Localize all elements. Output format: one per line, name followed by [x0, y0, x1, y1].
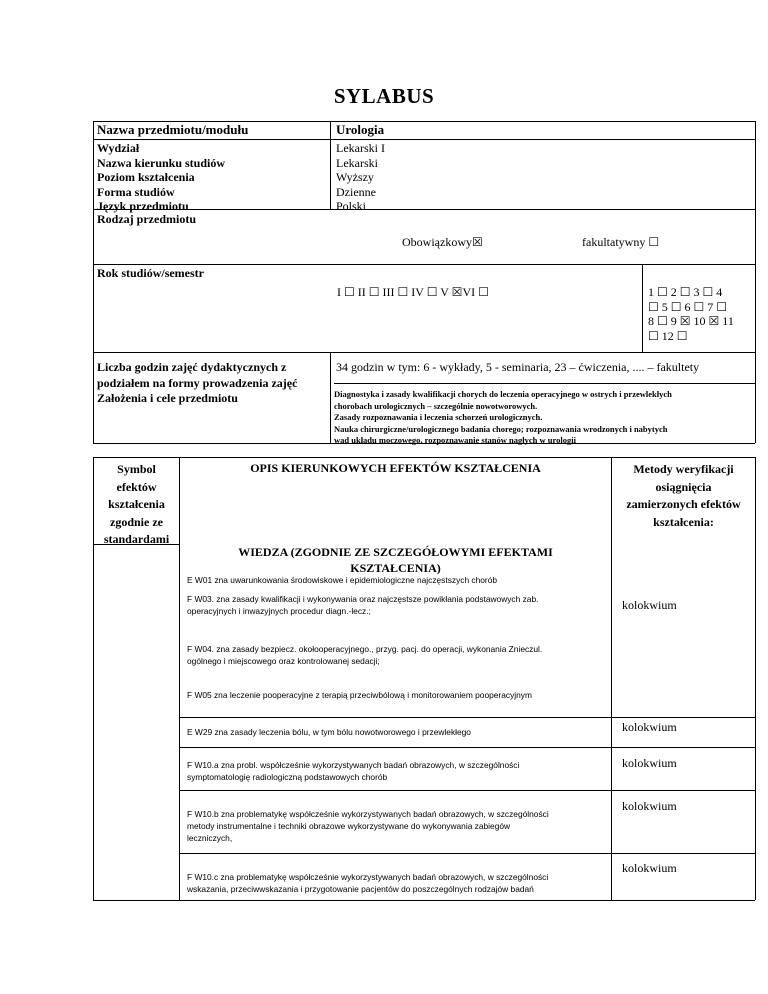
- effect-line: F W10.c zna problematykę współcześnie wykorzystywanych badań obrazowych, w szczególności: [187, 872, 549, 882]
- language-label: Język przedmiotu: [97, 199, 189, 213]
- semester-checkboxes-line-3[interactable]: 8 ☐ 9 ☒ 10 ☒ 11: [648, 314, 734, 328]
- hours-label-line-1: Liczba godzin zajęć dydaktycznych z: [97, 360, 287, 374]
- table-divider: [334, 383, 755, 384]
- table-divider: [93, 264, 755, 265]
- effect-line: leczniczych,: [187, 833, 233, 843]
- language-value: Polski: [336, 199, 367, 213]
- methods-column-header: [612, 461, 755, 531]
- table-border-left: [93, 121, 94, 443]
- page-title: SYLABUS: [333, 84, 435, 108]
- table-border-bottom: [93, 900, 755, 901]
- effect-E-W01: [187, 574, 497, 586]
- semester-checkboxes-line-1[interactable]: 1 ☐ 2 ☐ 3 ☐ 4: [648, 285, 723, 299]
- header-line: zamierzonych efektów: [626, 497, 741, 511]
- knowledge-section-heading: [180, 544, 611, 576]
- effect-line: symptomatologię radiologiczną podstawowych chorób: [187, 772, 388, 782]
- table-divider: [179, 790, 755, 791]
- effect-F-W10b: [187, 808, 549, 844]
- hours-label-line-2: podziałem na formy prowadzenia zajęć: [97, 376, 298, 390]
- effect-line: E W01 zna uwarunkowania środowiskowe i epidemiologiczne najczęstszych chorób: [187, 575, 498, 585]
- study-form-value: Dzienne: [336, 184, 376, 199]
- table-divider: [179, 747, 755, 748]
- semester-checkboxes-line-2[interactable]: ☐ 5 ☐ 6 ☐ 7 ☐: [648, 299, 728, 314]
- table-divider: [93, 139, 755, 140]
- header-line: zgodnie ze: [110, 514, 163, 529]
- field-of-study-label: Nazwa kierunku studiów: [97, 155, 226, 170]
- table-column-divider: [642, 264, 643, 352]
- course-type-label: Rodzaj przedmiotu: [97, 212, 196, 226]
- level-value: Wyższy: [336, 170, 374, 184]
- table-divider: [93, 209, 755, 210]
- verification-method: kolokwium: [622, 720, 677, 734]
- effect-line: F W10.a zna probl. współcześnie wykorzystywanych badań obrazowych, w szczególności: [187, 760, 520, 770]
- semester-checkboxes-line-4[interactable]: ☐ 12 ☐: [648, 328, 688, 343]
- effect-F-W05: [187, 689, 532, 701]
- subject-value: Urologia: [336, 122, 385, 137]
- year-checkboxes[interactable]: I ☐ II ☐ III ☐ IV ☐ V ☒VI ☐: [337, 285, 489, 299]
- goals-line: Nauka chirurgiczne/urologicznego badania chorego; rozpoznawania wrodzonych i nabytych: [334, 423, 668, 434]
- heading-line: KSZTAŁCENIA): [350, 561, 441, 575]
- effect-line: wskazania, przeciwwskazania i przygotowanie pacjentów do poszczególnych rodzajów badań: [187, 884, 534, 894]
- header-line: efektów: [116, 479, 157, 494]
- effect-line: metody instrumentalne i techniki obrazowe wykorzystywane do wykonywania zabiegów: [187, 821, 511, 831]
- year-semester-label: Rok studiów/semestr: [97, 266, 204, 280]
- verification-method: kolokwium: [622, 756, 677, 770]
- table-divider: [179, 853, 755, 854]
- goals-line: wad układu moczowego, rozpoznawanie stanów nagłych w urologii: [334, 435, 576, 445]
- heading-line: WIEDZA (ZGODNIE ZE SZCZEGÓŁOWYMI EFEKTAMI: [238, 545, 553, 559]
- course-type-optional[interactable]: fakultatywny ☐: [582, 235, 660, 249]
- header-line: Metody weryfikacji: [633, 462, 734, 476]
- faculty-value: Lekarski I: [336, 141, 385, 155]
- goals-label: Założenia i cele przedmiotu: [97, 391, 238, 405]
- goals-line: Diagnostyka i zasady kwalifikacji chorych do leczenia operacyjnego w ostrych i przewlekłych: [334, 389, 672, 399]
- header-line: standardami: [103, 532, 170, 546]
- table-divider: [179, 717, 755, 718]
- level-label: Poziom kształcenia: [97, 170, 195, 184]
- effect-line: F W03. zna zasady kwalifikacji i wykonywania oraz najczęstsze powikłania podstawowych zab.: [187, 594, 539, 604]
- table-column-divider: [330, 352, 331, 443]
- effect-line: operacyjnych i inwazyjnych procedur diagn.-lecz.;: [187, 606, 371, 616]
- verification-method: kolokwium: [622, 799, 677, 813]
- effect-line: F W05 zna leczenie pooperacyjne z terapią przeciwbólową i monitorowaniem pooperacyjnym: [187, 690, 532, 700]
- header-line: Symbol: [117, 462, 156, 476]
- header-line: osiągnięcia: [655, 479, 712, 494]
- field-of-study-value: Lekarski: [336, 155, 378, 170]
- header-line: kształcenia: [108, 497, 165, 511]
- effect-line: F W10.b zna problematykę współcześnie wykorzystywanych badań obrazowych, w szczególności: [187, 809, 549, 819]
- verification-method: kolokwium: [622, 598, 677, 612]
- faculty-label: Wydział: [97, 141, 140, 155]
- table-column-divider: [179, 457, 180, 900]
- table-border-right: [755, 457, 756, 900]
- header-line: kształcenia:: [653, 514, 714, 529]
- effect-E-W29: [187, 726, 471, 738]
- goals-line: Zasady rozpoznawania i leczenia schorzeń urologicznych.: [334, 412, 543, 422]
- effect-line: F W04. zna zasady bezpiecz. okołooperacyjnego., przyg. pacj. do operacji, wykonania Znieczul.: [187, 644, 543, 654]
- description-column-header: OPIS KIERUNKOWYCH EFEKTÓW KSZTAŁCENIA: [250, 461, 541, 475]
- course-type-mandatory[interactable]: Obowiązkowy☒: [402, 235, 483, 249]
- study-form-label: Forma studiów: [97, 184, 175, 199]
- table-divider: [93, 352, 755, 353]
- symbol-column-header: [94, 461, 179, 549]
- goals-line: chorobach urologicznych – szczególnie nowotworowych.: [334, 400, 538, 411]
- effect-F-W10a: [187, 759, 519, 783]
- effect-line: ogólnego i miejscowego oraz kontrolowanej sedacji;: [187, 656, 380, 666]
- verification-method: kolokwium: [622, 861, 677, 875]
- effect-F-W10c: [187, 871, 548, 895]
- hours-value: 34 godzin w tym: 6 - wykłady, 5 - seminaria, 23 – ćwiczenia, .... – fakultety: [336, 360, 700, 374]
- subject-label: Nazwa przedmiotu/modułu: [97, 122, 249, 137]
- table-border-top: [93, 457, 755, 458]
- table-border-right: [755, 121, 756, 443]
- table-column-divider: [330, 121, 331, 209]
- effect-line: E W29 zna zasady leczenia bólu, w tym bólu nowotworowego i przewlekłego: [187, 727, 471, 737]
- effect-F-W03: [187, 593, 538, 617]
- effect-F-W04: [187, 643, 542, 667]
